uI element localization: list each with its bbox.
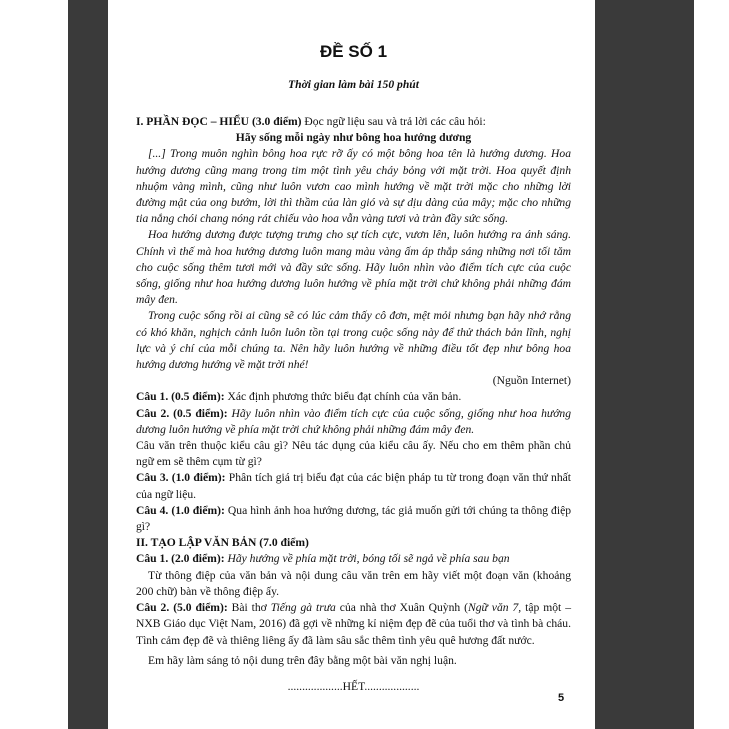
passage-paragraph-3: Trong cuộc sống rồi ai cũng sẽ có lúc cảm thấy cô đơn, mệt mỏi nhưng bạn hãy nhớ rằng có khó khăn, nghịch cảnh luôn luôn tồn tại trong cuộc sống này để thử thách bản lĩnh, nghị lực và ý chí của mỗi chúng ta. Nên hãy luôn hướng về những điều tốt đẹp như bông hoa hướng dương hướng về mặt trời nhé! [136,309,571,372]
page-number: 5 [558,692,565,704]
part2-heading: II. TẠO LẬP VĂN BẢN (7.0 điểm) [136,536,309,550]
part1-heading: I. PHẦN ĐỌC – HIỂU (3.0 điểm) [136,115,302,128]
passage-paragraph-2: Hoa hướng dương được tượng trưng cho sự tích cực, vươn lên, luôn hướng ra ánh sáng. Chính vì thế mà hoa hướng dương luôn mang màu vàng ấm áp thắp sáng những nơi tối tăm cho cuộc sống thêm tươi mới và đầy sức sống. Hãy luôn nhìn vào điểm tích cực của cuộc sống, giống như hoa hướng dương luôn hướng về phía mặt trời chứ không phải những đám mây đen. [136,228,571,307]
time-note: Thời gian làm bài 150 phút [288,78,419,91]
exam-title: ĐỀ SỐ 1 [319,42,388,61]
question-4: Câu 4. (1.0 điểm): Qua hình ảnh hoa hướng dương, tác giả muốn gửi tới chúng ta thông điệp gì? [136,503,572,534]
writing-question-2: Câu 2. (5.0 điểm): Bài thơ Tiếng gà trưa của nhà thơ Xuân Quỳnh (Ngữ văn 7, tập một – NXB Giáo dục Việt Nam, 2016) đã gợi về những kỉ niệm đẹp đẽ của tuổi thơ và tình bà cháu. Tình cảm đẹp đẽ và thiêng liêng ấy đã làm sâu sắc thêm tình yêu quê hương đất nước. [136,601,572,647]
question-2-task: Câu văn trên thuộc kiểu câu gì? Nêu tác dụng của kiểu câu ấy. Nếu cho em thêm phần chủ ngữ em sẽ thêm cụm từ gì? [136,439,571,469]
writing-question-1-task: Từ thông điệp của văn bản và nội dung câu văn trên em hãy viết một đoạn văn (khoảng 200 chữ) bàn về thông điệp ấy. [136,568,571,598]
writing-question-2-task: Em hãy làm sáng tỏ nội dung trên đây bằng một bài văn nghị luận. [148,653,457,667]
question-1: Câu 1. (0.5 điểm): Xác định phương thức biểu đạt chính của văn bản. [136,390,462,404]
question-2: Câu 2. (0.5 điểm): Hãy luôn nhìn vào điểm tích cực của cuộc sống, giống như hoa hướng dương luôn hướng về phía mặt trời chứ không phải những đám mây đen. [136,406,571,436]
part1-heading-line [136,114,571,130]
passage-title: Hãy sống mỗi ngày như bông hoa hướng dương [235,131,472,145]
part1-instruction: Đọc ngữ liệu sau và trả lời các câu hỏi: [301,115,486,128]
question-3: Câu 3. (1.0 điểm): Phân tích giá trị biểu đạt của các biện pháp tu từ trong đoạn văn thứ nhất của ngữ liệu. [136,471,571,501]
passage-paragraph-1: [...] Trong muôn nghìn bông hoa rực rỡ ấy có một bông hoa tên là hướng dương. Hoa hướng dương cũng mang trong tim một tình yêu cháy bỏng với mặt trời. Hoa quyết định nhuộm vàng mình, cũng như luôn vươn cao mình hướng về mặt trời mặc cho những lời đường mật của ong bướm, lời thì thầm của làn gió và sự dịu dàng của mây; mặc cho những tia nắng chói chang nóng rát chiếu vào hoa vẫn vàng tươi và tràn đầy sức sống. [136,147,571,226]
end-mark: ...................HẾT................... [287,679,420,693]
exam-body [136,114,571,695]
writing-question-1: Câu 1. (2.0 điểm): Hãy hướng về phía mặt trời, bóng tối sẽ ngả về phía sau bạn [136,552,510,566]
passage-source: (Nguồn Internet) [492,374,571,388]
